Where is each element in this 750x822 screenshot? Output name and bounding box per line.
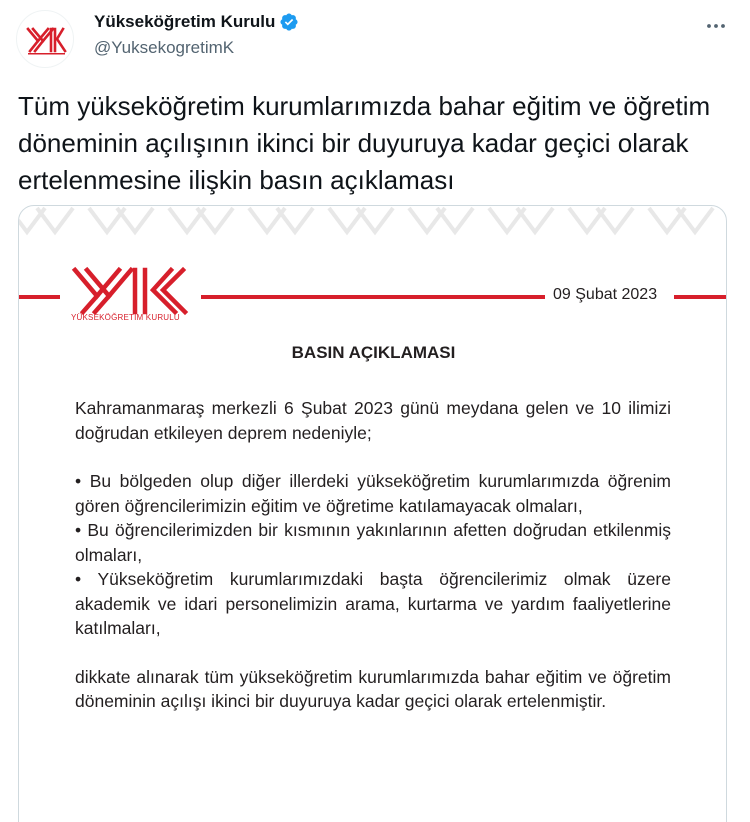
red-divider-middle	[201, 295, 545, 299]
verified-badge-icon	[279, 12, 299, 32]
bullet-item: • Bu bölgeden olup diğer illerdeki yükseköğretim kurumlarımızda öğrenim gören öğrencilerimizin eğitim ve öğretime katılamayacak olmaları,	[75, 471, 671, 516]
document-body	[75, 396, 671, 714]
name-row	[94, 12, 299, 32]
logo-caption: YÜKSEKÖĞRETİM KURULU	[71, 313, 180, 322]
display-name[interactable]: Yükseköğretim Kurulu	[94, 12, 276, 31]
more-options-icon[interactable]	[704, 14, 728, 38]
avatar[interactable]	[16, 10, 74, 68]
tweet-text: Tüm yükseköğretim kurumlarımızda bahar eğitim ve öğretim döneminin açılışının ikinci bir duyuruya kadar geçici olarak ertelenmesine ilişkin basın açıklaması	[18, 91, 711, 195]
bullet-item: • Yükseköğretim kurumlarımızdaki başta öğrencilerimiz olmak üzere akademik ve idari personelimizin arama, kurtarma ve yardım faaliyetlerine katılmaları,	[75, 569, 671, 638]
document-date: 09 Şubat 2023	[553, 286, 658, 303]
bullet-item: • Bu öğrencilerimizden bir kısmının yakınlarının afetten doğrudan etkilenmiş olmaları,	[75, 520, 671, 565]
yok-document-logo-icon	[71, 266, 189, 336]
intro-paragraph: Kahramanmaraş merkezli 6 Şubat 2023 günü meydana gelen ve 10 ilimizi doğrudan etkileyen deprem nedeniyle;	[75, 398, 671, 443]
document-title: BASIN AÇIKLAMASI	[291, 343, 456, 362]
red-divider-right	[674, 295, 727, 299]
red-divider-left	[19, 295, 60, 299]
attached-image-card[interactable]	[18, 205, 727, 822]
handle[interactable]: @YuksekogretimK	[94, 38, 235, 57]
decorative-pattern	[19, 206, 727, 242]
yok-logo-icon	[17, 11, 74, 68]
conclusion-paragraph: dikkate alınarak tüm yükseköğretim kurumlarımızda bahar eğitim ve öğretim döneminin açılışı ikinci bir duyuruya kadar geçici olarak ertelenmiştir.	[75, 666, 671, 711]
tweet-header	[0, 0, 750, 70]
